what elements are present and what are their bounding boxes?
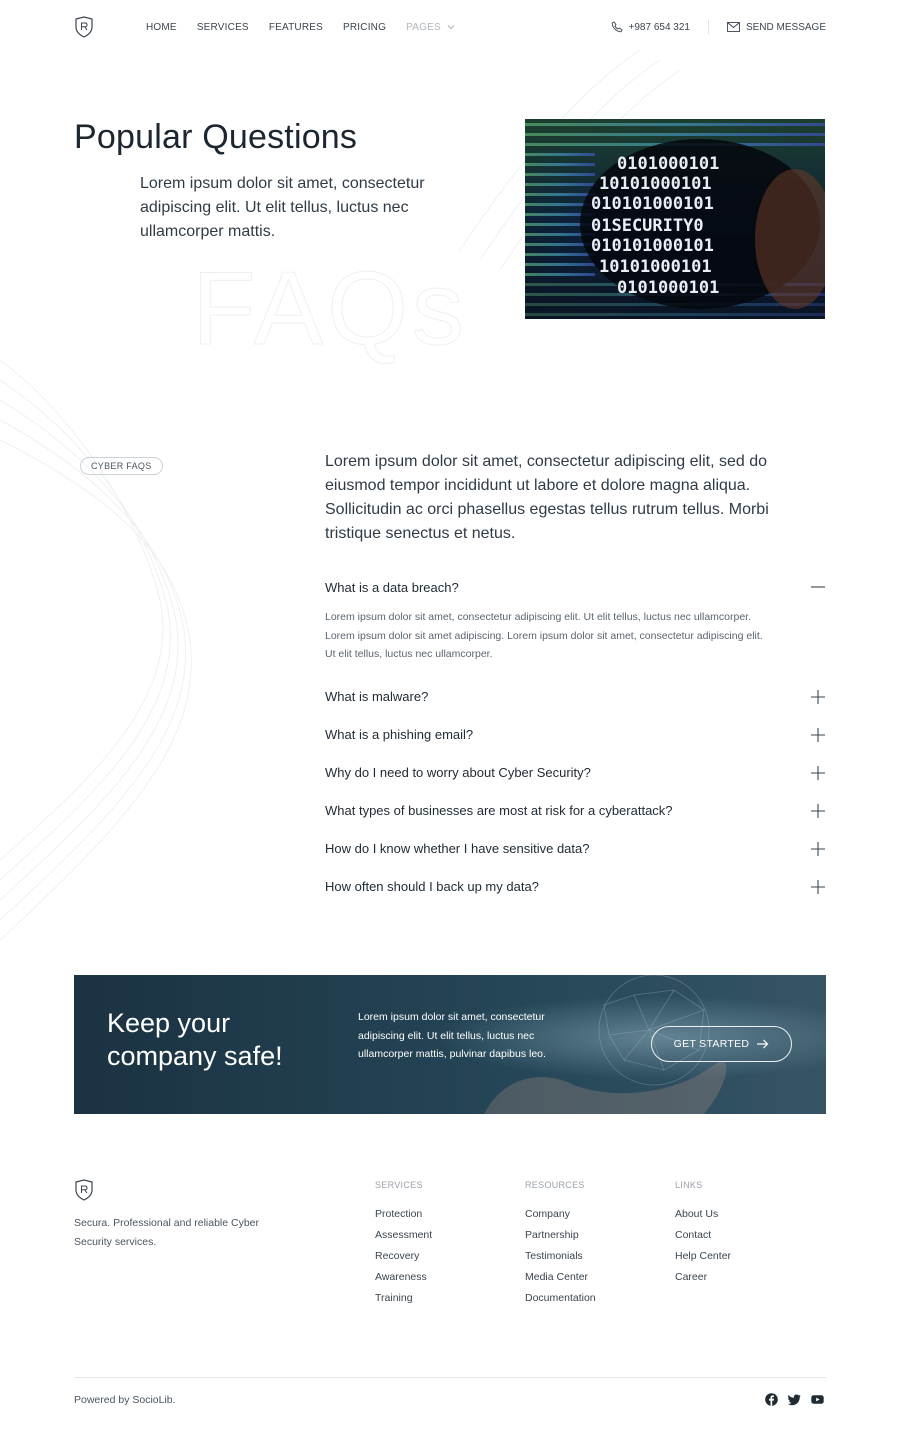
footer-link-documentation[interactable]: Documentation xyxy=(525,1292,596,1304)
binary-security-image xyxy=(525,119,825,319)
faq-question[interactable] xyxy=(325,716,826,754)
hero-description: Lorem ipsum dolor sit amet, consectetur adipiscing elit. Ut elit tellus, luctus nec ullamcorper mattis. xyxy=(140,175,425,240)
footer-link-about-us[interactable]: About Us xyxy=(675,1208,719,1220)
nav-divider xyxy=(708,20,709,34)
faqs-watermark: FAQs xyxy=(192,251,469,367)
faq-item xyxy=(325,868,826,906)
faq-question[interactable] xyxy=(325,868,826,906)
image-binary-line-3: 010101000101 xyxy=(591,194,714,214)
cta-banner xyxy=(74,975,826,1114)
cta-title: Keep your company safe! xyxy=(107,1008,283,1071)
minus-icon[interactable] xyxy=(811,580,825,594)
faq-question-text: Why do I need to worry about Cyber Security? xyxy=(325,765,591,780)
faq-intro: Lorem ipsum dolor sit amet, consectetur adipiscing elit, sed do eiusmod tempor incididunt ut labore et dolore magna aliqua. Sollicitudin ac orci phasellus egestas tellus rutrum tellus. Morbi tristique senectus et netus. xyxy=(325,453,769,542)
footer-column-links xyxy=(675,1180,731,1288)
nav-link-home[interactable]: HOME xyxy=(146,21,177,33)
footer-link-company[interactable]: Company xyxy=(525,1208,570,1220)
get-started-button[interactable] xyxy=(651,1026,792,1062)
nav-link-services[interactable]: SERVICES xyxy=(196,21,249,33)
plus-icon[interactable] xyxy=(811,842,825,856)
image-binary-line-6: 10101000101 xyxy=(599,257,712,277)
footer-link-protection[interactable]: Protection xyxy=(375,1208,423,1220)
footer-column-title: RESOURCES xyxy=(525,1180,585,1190)
get-started-label: GET STARTED xyxy=(673,1038,750,1050)
footer-link-awareness[interactable]: Awareness xyxy=(375,1271,427,1283)
chevron-down-icon xyxy=(447,23,455,31)
envelope-icon xyxy=(727,22,740,32)
faq-question[interactable] xyxy=(325,830,826,868)
footer-link-partnership[interactable]: Partnership xyxy=(525,1229,579,1241)
faq-item xyxy=(325,716,826,754)
arrow-right-icon xyxy=(757,1039,769,1049)
footer-description: Secura. Professional and reliable Cyber Security services. xyxy=(74,1217,260,1248)
footer-column-title: LINKS xyxy=(675,1180,703,1190)
twitter-icon[interactable] xyxy=(788,1393,801,1406)
powered-by-text: Powered by SocioLib. xyxy=(74,1394,176,1406)
footer-link-media-center[interactable]: Media Center xyxy=(525,1271,589,1283)
plus-icon[interactable] xyxy=(811,728,825,742)
plus-icon[interactable] xyxy=(811,766,825,780)
faq-question-text: What types of businesses are most at risk for a cyberattack? xyxy=(325,803,673,818)
faq-question-text: How do I know whether I have sensitive data? xyxy=(325,841,590,856)
footer-link-training[interactable]: Training xyxy=(375,1292,413,1304)
footer-divider xyxy=(74,1377,826,1378)
phone-icon xyxy=(611,21,623,33)
faq-question-text: What is a phishing email? xyxy=(325,727,474,742)
nav-link-pages[interactable] xyxy=(406,22,455,33)
youtube-icon[interactable] xyxy=(811,1393,824,1406)
footer-link-assessment[interactable]: Assessment xyxy=(375,1229,433,1241)
shield-logo-icon[interactable] xyxy=(74,16,94,38)
footer-column-title: SERVICES xyxy=(375,1180,423,1190)
faq-question-text: What is a data breach? xyxy=(325,579,459,595)
social-links xyxy=(765,1393,824,1406)
faq-item xyxy=(325,792,826,830)
plus-icon[interactable] xyxy=(811,880,825,894)
send-message-link[interactable] xyxy=(727,22,826,33)
faq-answer: Lorem ipsum dolor sit amet, consectetur adipiscing elit. Ut elit tellus, luctus nec ullamcorper. Lorem ipsum dolor sit amet adipiscing. Lorem ipsum dolor sit amet, consectetur adipiscing elit. Ut elit tellus, luctus nec ullamcorper. xyxy=(325,611,763,660)
footer-link-recovery[interactable]: Recovery xyxy=(375,1250,420,1262)
plus-icon[interactable] xyxy=(811,690,825,704)
nav-pages-label: PAGES xyxy=(406,21,441,33)
page-title: Popular Questions xyxy=(74,118,358,156)
faq-question-text: What is malware? xyxy=(325,689,429,704)
cta-description: Lorem ipsum dolor sit amet, consectetur adipiscing elit. Ut elit tellus, luctus nec ullamcorper mattis, pulvinar dapibus leo. xyxy=(358,1011,546,1060)
image-binary-line-5: 010101000101 xyxy=(591,236,714,256)
footer-shield-logo-icon[interactable] xyxy=(74,1179,94,1206)
image-binary-line-4: 01SECURITY0 xyxy=(591,216,704,236)
footer-link-testimonials[interactable]: Testimonials xyxy=(525,1250,583,1262)
faq-accordion xyxy=(325,568,826,906)
send-message-label: SEND MESSAGE xyxy=(745,21,826,33)
phone-number: +987 654 321 xyxy=(628,21,690,33)
nav-link-features[interactable]: FEATURES xyxy=(268,21,324,33)
faq-item xyxy=(325,830,826,868)
faq-item xyxy=(325,568,826,678)
faq-question-text: How often should I back up my data? xyxy=(325,879,539,894)
image-binary-line-1: 0101000101 xyxy=(617,154,720,174)
image-binary-line-7: 0101000101 xyxy=(617,278,720,298)
cyber-faqs-badge: CYBER FAQS xyxy=(80,457,163,475)
footer-link-help-center[interactable]: Help Center xyxy=(675,1250,732,1262)
faq-question[interactable] xyxy=(325,754,826,792)
image-binary-line-2: 10101000101 xyxy=(599,174,712,194)
facebook-icon[interactable] xyxy=(765,1393,778,1406)
nav-link-pricing[interactable]: PRICING xyxy=(343,21,387,33)
faq-question[interactable] xyxy=(325,678,826,716)
faq-item xyxy=(325,754,826,792)
top-navigation xyxy=(74,12,826,42)
faq-question[interactable] xyxy=(325,792,826,830)
faq-item xyxy=(325,678,826,716)
faq-question[interactable] xyxy=(325,568,826,606)
footer-column-services xyxy=(375,1180,432,1309)
plus-icon[interactable] xyxy=(811,804,825,818)
footer-link-contact[interactable]: Contact xyxy=(675,1229,712,1241)
footer-link-career[interactable]: Career xyxy=(675,1271,708,1283)
phone-link[interactable] xyxy=(611,21,690,33)
footer-column-resources xyxy=(525,1180,596,1309)
